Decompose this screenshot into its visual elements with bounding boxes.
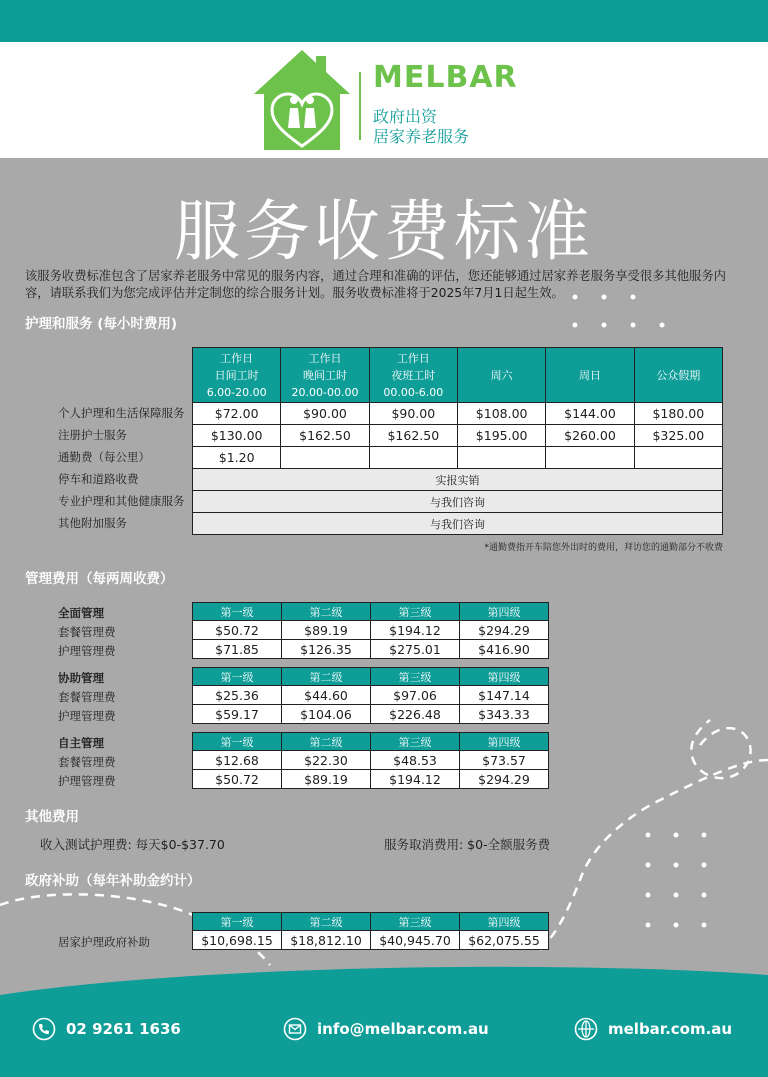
level-header: 第四级 [460, 603, 549, 621]
table-cell: $343.33 [460, 705, 549, 724]
intro-paragraph: 该服务收费标准包含了居家养老服务中常见的服务内容，通过合理和准确的评估，您还能够通过居家养老服务享受很多其他服务内容，请联系我们为您完成评估并定制您的综合服务计划。服务收费标准将于2025年7月1日起生效。 [25, 269, 726, 300]
care-col-header: 公众假期 [634, 348, 722, 403]
table-cell: $260.00 [546, 425, 634, 447]
table-cell: $1.20 [193, 447, 281, 469]
table-cell [369, 447, 457, 469]
other-section-heading: 其他费用 [25, 809, 79, 825]
care-col-header: 工作日 日间工时 6.00-20.00 [193, 348, 281, 403]
brand-tagline-1: 政府出资 [373, 107, 438, 126]
table-cell: $162.50 [281, 425, 369, 447]
table-row [193, 686, 549, 705]
email-address: info@melbar.com.au [317, 1020, 489, 1038]
level-header: 第四级 [460, 913, 549, 931]
table-cell [634, 447, 722, 469]
level-header: 第四级 [460, 668, 549, 686]
table-cell: 与我们咨询 [193, 491, 723, 513]
table-cell: $48.53 [371, 751, 460, 770]
subsidy-table [192, 912, 549, 950]
table-cell: 与我们咨询 [193, 513, 723, 535]
care-section-heading: 护理和服务 (每小时费用) [25, 316, 178, 332]
table-row [193, 447, 723, 469]
row-label: 护理管理费 [58, 709, 116, 723]
row-label: 个人护理和生活保障服务 [58, 406, 185, 420]
mgmt-group-label: 全面管理 [58, 606, 104, 620]
level-header: 第二级 [282, 733, 371, 751]
row-label: 居家护理政府补助 [58, 935, 150, 949]
level-header: 第四级 [460, 733, 549, 751]
cancellation-fee: 服务取消费用: $0-全额服务费 [384, 837, 551, 852]
table-cell: $18,812.10 [282, 931, 371, 950]
table-cell: $10,698.15 [193, 931, 282, 950]
table-cell: $294.29 [460, 770, 549, 789]
phone-icon [32, 1017, 56, 1041]
row-label: 专业护理和其他健康服务 [58, 494, 185, 508]
row-label: 停车和道路收费 [58, 472, 139, 486]
table-row [193, 751, 549, 770]
table-cell: $162.50 [369, 425, 457, 447]
table-cell: $12.68 [193, 751, 282, 770]
level-header: 第二级 [282, 668, 371, 686]
table-cell: $22.30 [282, 751, 371, 770]
care-col-header: 周六 [457, 348, 545, 403]
row-label: 套餐管理费 [58, 625, 116, 639]
table-cell [457, 447, 545, 469]
table-cell: $226.48 [371, 705, 460, 724]
table-cell: $180.00 [634, 403, 722, 425]
level-header: 第三级 [371, 913, 460, 931]
table-cell: $97.06 [371, 686, 460, 705]
level-header: 第一级 [193, 733, 282, 751]
row-label: 护理管理费 [58, 644, 116, 658]
table-row [193, 425, 723, 447]
phone-number: 02 9261 1636 [66, 1020, 181, 1038]
page-title: 服务收费标准 [174, 193, 594, 270]
mgmt-group-label: 自主管理 [58, 736, 104, 750]
table-cell: $89.19 [282, 621, 371, 640]
table-cell: $44.60 [282, 686, 371, 705]
level-header: 第三级 [371, 668, 460, 686]
globe-icon [574, 1017, 598, 1041]
table-cell: $72.00 [193, 403, 281, 425]
table-cell: $147.14 [460, 686, 549, 705]
level-header: 第一级 [193, 913, 282, 931]
phone-contact[interactable] [32, 1017, 181, 1041]
table-cell: $194.12 [371, 770, 460, 789]
level-header: 第一级 [193, 603, 282, 621]
table-cell: $50.72 [193, 621, 282, 640]
table-cell: 实报实销 [193, 469, 723, 491]
table-cell [546, 447, 634, 469]
table-cell: $50.72 [193, 770, 282, 789]
subsidy-section-heading: 政府补助（每年补助金约计） [25, 873, 201, 889]
row-label: 通勤费（每公里） [58, 450, 150, 464]
website-url: melbar.com.au [608, 1020, 733, 1038]
income-tested-fee: 收入测试护理费: 每天$0-$37.70 [40, 837, 225, 852]
row-label: 护理管理费 [58, 774, 116, 788]
table-row [193, 640, 549, 659]
website-contact[interactable] [574, 1017, 732, 1041]
table-row [193, 705, 549, 724]
table-cell: $40,945.70 [371, 931, 460, 950]
table-row [193, 931, 549, 950]
level-header: 第三级 [371, 603, 460, 621]
table-row [193, 469, 723, 491]
table-cell: $73.57 [460, 751, 549, 770]
table-cell: $325.00 [634, 425, 722, 447]
table-cell: $195.00 [457, 425, 545, 447]
table-row [193, 491, 723, 513]
table-cell: $25.36 [193, 686, 282, 705]
level-header: 第二级 [282, 603, 371, 621]
table-cell: $104.06 [282, 705, 371, 724]
table-cell: $275.01 [371, 640, 460, 659]
table-row [193, 770, 549, 789]
row-label: 套餐管理费 [58, 755, 116, 769]
level-header: 第二级 [282, 913, 371, 931]
table-cell: $416.90 [460, 640, 549, 659]
table-cell: $90.00 [281, 403, 369, 425]
row-label: 其他附加服务 [58, 516, 127, 530]
table-cell: $108.00 [457, 403, 545, 425]
mgmt-table-full [192, 602, 549, 659]
brand-name: MELBAR [373, 60, 518, 95]
table-cell: $130.00 [193, 425, 281, 447]
care-col-header: 工作日 晚间工时 20.00-00.00 [281, 348, 369, 403]
table-cell: $126.35 [282, 640, 371, 659]
table-row [193, 403, 723, 425]
table-row [193, 621, 549, 640]
brand-tagline-2: 居家养老服务 [373, 127, 470, 146]
table-cell [281, 447, 369, 469]
mgmt-section-heading: 管理费用（每两周收费） [25, 571, 174, 587]
mgmt-table-assist [192, 667, 549, 724]
mgmt-group-label: 协助管理 [58, 671, 104, 685]
table-cell: $90.00 [369, 403, 457, 425]
level-header: 第三级 [371, 733, 460, 751]
row-label: 注册护士服务 [58, 428, 127, 442]
table-cell: $71.85 [193, 640, 282, 659]
care-col-header: 工作日 夜班工时 00.00-6.00 [369, 348, 457, 403]
table-cell: $294.29 [460, 621, 549, 640]
mgmt-table-self [192, 732, 549, 789]
email-icon [283, 1017, 307, 1041]
row-label: 套餐管理费 [58, 690, 116, 704]
table-cell: $144.00 [546, 403, 634, 425]
table-row [193, 513, 723, 535]
commute-note: *通勤费指开车陪您外出时的费用，拜访您的通勤部分不收费 [484, 543, 723, 553]
table-cell: $194.12 [371, 621, 460, 640]
care-rate-table [192, 347, 723, 535]
table-cell: $59.17 [193, 705, 282, 724]
table-cell: $89.19 [282, 770, 371, 789]
table-cell: $62,075.55 [460, 931, 549, 950]
care-col-header: 周日 [546, 348, 634, 403]
level-header: 第一级 [193, 668, 282, 686]
email-contact[interactable] [283, 1017, 489, 1041]
